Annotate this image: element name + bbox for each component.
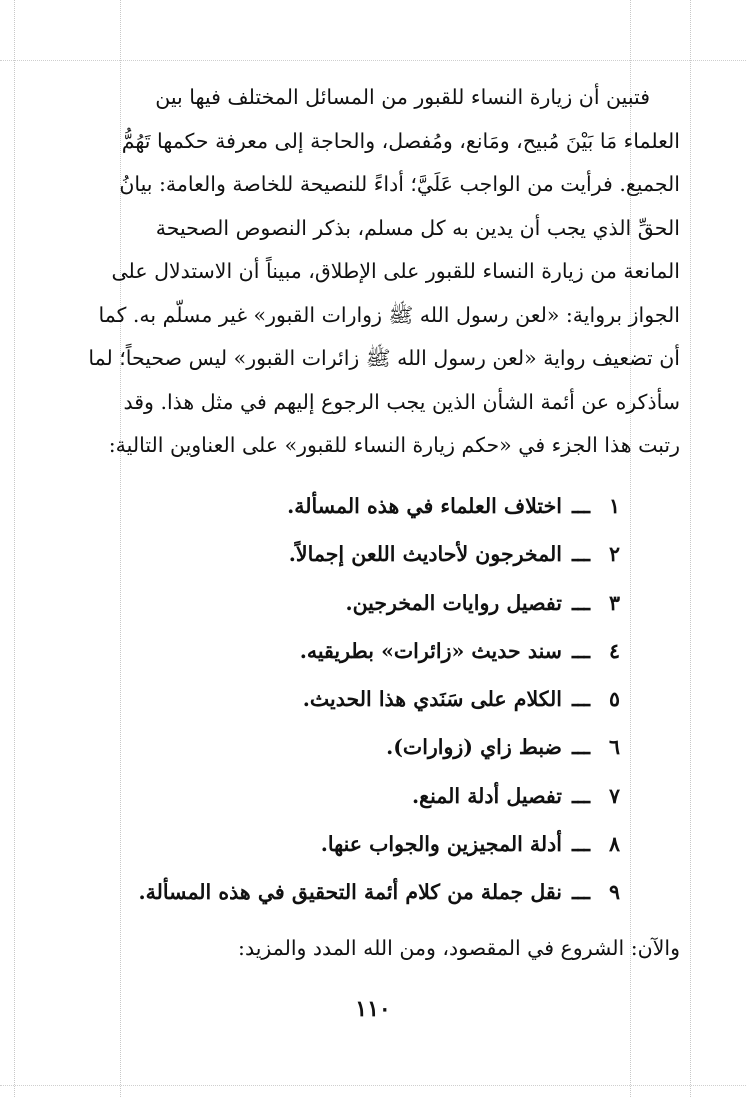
intro-line: فتبين أن زيارة النساء للقبور من المسائل المختلف فيها بين bbox=[155, 85, 650, 109]
page-number: ١١٠ bbox=[355, 996, 391, 1022]
topics-list bbox=[100, 482, 620, 917]
topic-item: ١ـــاختلاف العلماء في هذه المسألة. bbox=[287, 494, 620, 518]
topic-item: ٩ـــنقل جملة من كلام أئمة التحقيق في هذه المسألة. bbox=[138, 880, 620, 905]
topic-item: ٨ـــأدلة المجيزين والجواب عنها. bbox=[320, 832, 620, 857]
scan-guide-line bbox=[14, 0, 15, 1097]
scan-guide-line bbox=[0, 1085, 746, 1086]
intro-paragraph bbox=[82, 76, 680, 468]
intro-line: الحقِّ الذي يجب أن يدين به كل مسلم، بذكر النصوص الصحيحة bbox=[155, 215, 680, 240]
intro-line: المانعة من زيارة النساء للقبور على الإطلاق، مبيناً أن الاستدلال على bbox=[111, 259, 680, 283]
intro-line: أن تضعيف رواية «لعن رسول الله ﷺ زائرات القبور» ليس صحيحاً؛ لما bbox=[88, 346, 680, 370]
intro-line: الجميع. فرأيت من الواجب عَلَيَّ؛ أداءً للنصيحة للخاصة والعامة: بيانُ bbox=[119, 172, 680, 196]
topic-item: ٢ـــالمخرجون لأحاديث اللعن إجمالاً. bbox=[288, 542, 620, 567]
intro-line: العلماء مَا بَيْنَ مُبيح، ومَانع، ومُفصل، والحاجة إلى معرفة حكمها تَهُمُّ bbox=[121, 128, 680, 153]
topic-item: ٥ـــالكلام على سَنَدي هذا الحديث. bbox=[302, 687, 620, 712]
closing-line: والآن: الشروع في المقصود، ومن الله المدد والمزيد: bbox=[238, 936, 680, 960]
topic-item: ٣ـــتفصيل روايات المخرجين. bbox=[345, 590, 620, 615]
intro-line: سأذكره عن أئمة الشأن الذين يجب الرجوع إليهم في مثل هذا. وقد bbox=[123, 389, 680, 414]
scan-guide-line bbox=[0, 60, 746, 61]
topic-item: ٤ـــسند حديث «زائرات» بطريقيه. bbox=[299, 638, 620, 663]
intro-line: الجواز برواية: «لعن رسول الله ﷺ زوارات القبور» غير مسلّم به. كما bbox=[98, 302, 680, 327]
intro-line: رتبت هذا الجزء في «حكم زيارة النساء للقبور» على العناوين التالية: bbox=[108, 433, 680, 457]
topic-item: ٧ـــتفصيل أدلة المنع. bbox=[412, 783, 620, 808]
scan-guide-line bbox=[690, 0, 691, 1097]
topic-item: ٦ـــضبط زاي (زوارات). bbox=[386, 735, 620, 760]
